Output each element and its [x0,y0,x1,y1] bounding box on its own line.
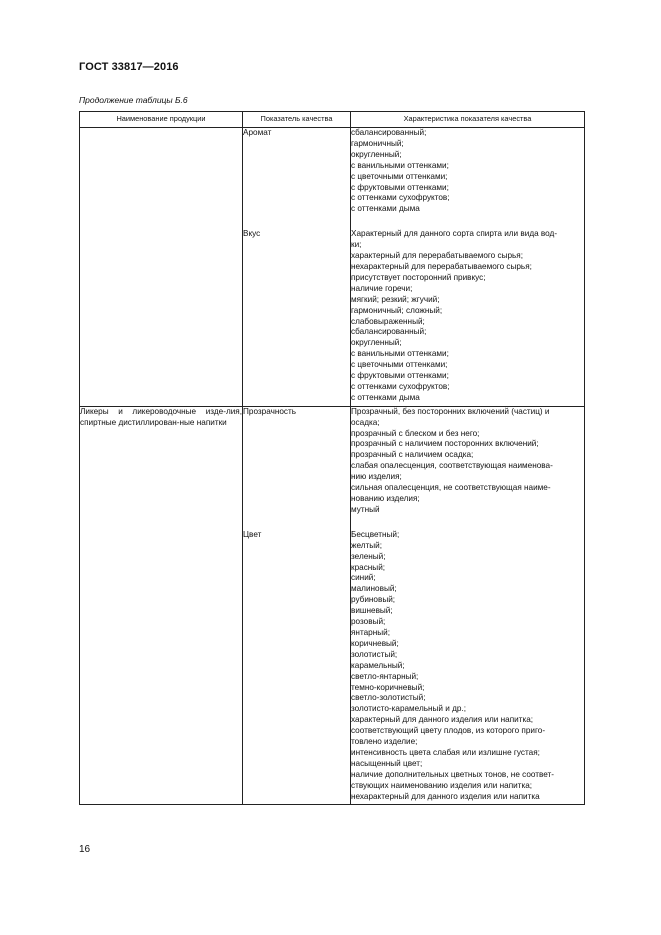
characteristic-line: синий; [351,573,376,583]
column-header-indicator: Показатель качества [243,112,351,128]
characteristic-line: округленный; [351,338,402,348]
characteristic-line: с фруктовыми оттенками; [351,371,449,381]
characteristic-line: мягкий; резкий; жгучий; [351,294,440,304]
characteristic-line: золотисто-карамельный и др.; [351,704,466,714]
characteristic-line: с фруктовыми оттенками; [351,182,449,192]
characteristic-line: гармоничный; сложный; [351,305,443,315]
page-number: 16 [79,844,91,855]
characteristic-line: нехарактерный для данного изделия или напитка [351,791,540,801]
product-name-cell [80,128,243,407]
characteristic-line: мутный [351,504,380,514]
characteristic-line: наличие горечи; [351,283,413,293]
indicator-cell: Прозрачность [243,406,351,530]
characteristic-line: зеленый; [351,551,386,561]
indicator-cell: Аромат [243,128,351,230]
characteristic-line: с оттенками дыма [351,392,420,402]
characteristic-line: нехарактерный для перерабатываемого сырья; [351,261,532,271]
characteristic-line: с ванильными оттенками; [351,349,449,359]
characteristic-line: красный; [351,562,386,572]
table-row [80,128,585,230]
column-header-product: Наименование продукции [80,112,243,128]
product-name-cell: Ликеры и ликероводочные изде-лия, спиртные дистиллирован-ные напитки [80,406,243,805]
table-header-row [80,112,585,128]
characteristic-line: интенсивность цвета слабая или излишне густая; [351,747,540,757]
quality-indicators-table [79,111,585,805]
characteristic-line: с оттенками дыма [351,204,420,214]
characteristic-line: ки; [351,240,362,250]
table-caption: Продолжение таблицы Б.6 [79,95,188,105]
characteristic-line: желтый; [351,540,383,550]
standard-designation: ГОСТ 33817—2016 [79,61,179,73]
characteristic-line: Характерный для данного сорта спирта или вида вод- [351,229,558,239]
characteristic-line: Прозрачный, без посторонних включений (частиц) и [351,406,550,416]
characteristic-line: малиновый; [351,584,397,594]
characteristic-line: с цветочными оттенками; [351,171,448,181]
characteristic-line: прозрачный с наличием осадка; [351,450,474,460]
characteristic-line: прозрачный с наличием посторонних включений; [351,439,539,449]
characteristic-line: нованию изделия; [351,494,420,503]
characteristic-line: светло-янтарный; [351,671,419,681]
characteristic-line: характерный для данного изделия или напитка; [351,715,534,725]
characteristic-cell [351,128,585,230]
characteristic-line: наличие дополнительных цветных тонов, не соответ- [351,769,555,779]
characteristic-line: слабовыраженный; [351,316,425,326]
characteristic-line: присутствует посторонний привкус; [351,272,486,282]
characteristic-line: насыщенный цвет; [351,758,423,768]
characteristic-line: вишневый; [351,606,393,616]
characteristic-line: округленный; [351,149,402,159]
characteristic-line: розовый; [351,617,386,627]
characteristic-line: светло-золотистый; [351,693,426,703]
characteristic-line: осадка; [351,417,380,427]
characteristic-line: рубиновый; [351,595,396,605]
characteristic-line: с цветочными оттенками; [351,360,448,370]
characteristic-line: золотистый; [351,649,398,659]
characteristic-cell [351,406,585,530]
characteristic-line: ствующих наименованию изделия или напитка; [351,780,533,790]
characteristic-cell [351,229,585,406]
characteristic-line: прозрачный с блеском и без него; [351,428,480,438]
characteristic-line: с ванильными оттенками; [351,160,449,170]
characteristic-line: гармоничный; [351,138,404,148]
characteristic-line: темно-коричневый; [351,682,425,692]
characteristic-line: карамельный; [351,660,405,670]
column-header-characteristic: Характеристика показателя качества [351,112,585,128]
characteristic-line: товлено изделие; [351,737,418,747]
indicator-cell: Цвет [243,530,351,805]
characteristic-line: с оттенками сухофруктов; [351,193,450,203]
characteristic-cell [351,530,585,805]
characteristic-line: слабая опалесценция, соответствующая наименова- [351,461,553,471]
characteristic-line: характерный для перерабатываемого сырья; [351,251,524,261]
characteristic-line: Бесцветный; [351,529,400,539]
characteristic-line: сбалансированный; [351,327,427,337]
table-row [80,406,585,530]
characteristic-line: соответствующий цвету плодов, из которого приго- [351,726,546,736]
characteristic-line: с оттенками сухофруктов; [351,381,450,391]
characteristic-line: сбалансированный; [351,128,427,137]
characteristic-line: коричневый; [351,638,399,648]
characteristic-line: янтарный; [351,627,390,637]
indicator-cell: Вкус [243,229,351,406]
characteristic-line: нию изделия; [351,472,402,482]
characteristic-line: сильная опалесценция, не соответствующая наиме- [351,483,551,493]
